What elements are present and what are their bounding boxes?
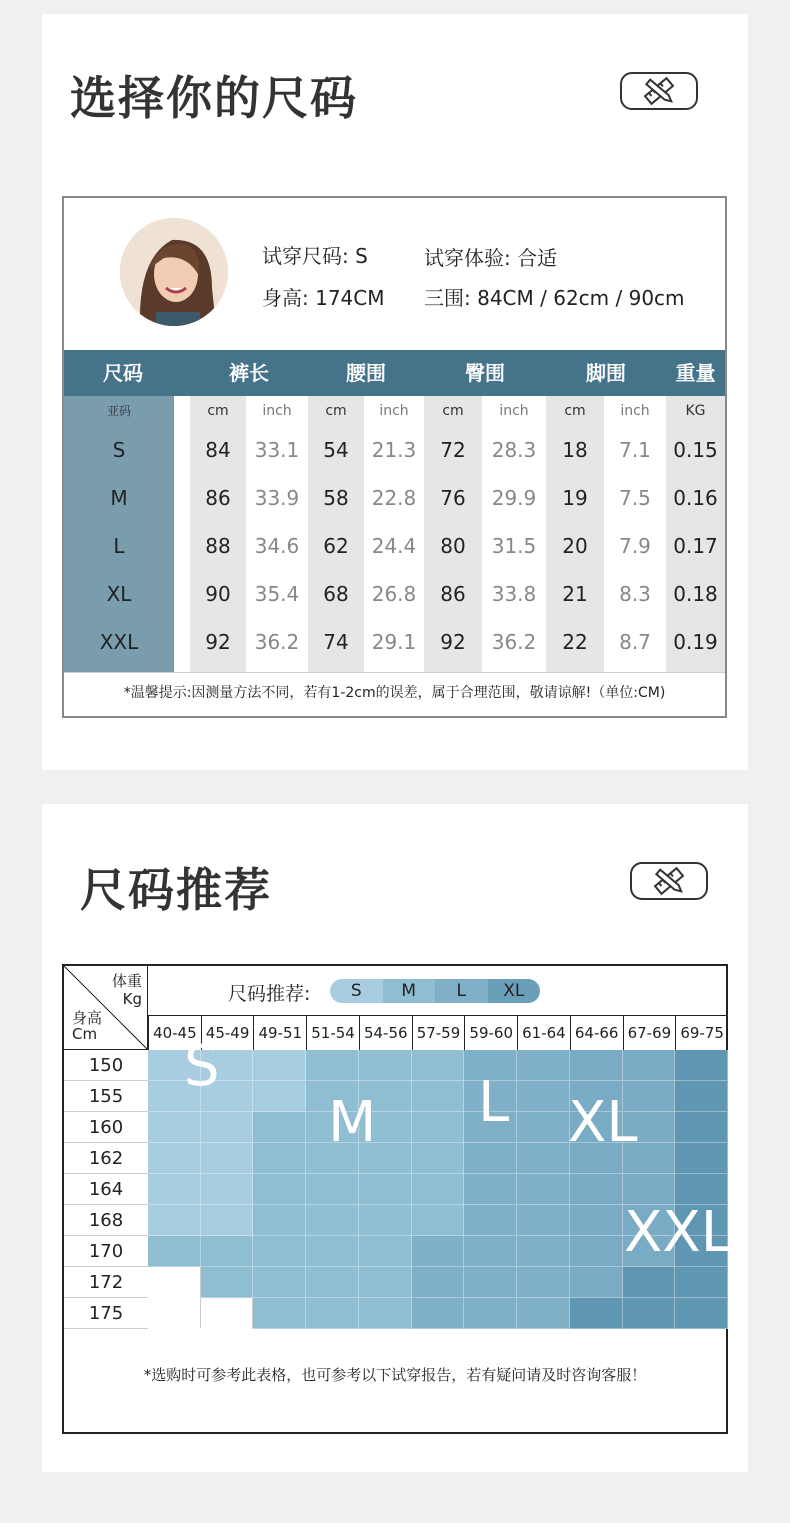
grid-cell [675,1050,728,1081]
grid-cell [253,1081,306,1112]
grid-cell [359,1205,412,1236]
grid-cell [517,1174,570,1205]
grid-cell [306,1236,359,1267]
grid-cell [148,1205,201,1236]
recommend-note: *选购时可参考此表格，也可参考以下试穿报告，若有疑问请及时咨询客服！ [143,1366,647,1384]
weight-range: 57-59 [412,1016,465,1050]
grid-cell [306,1298,359,1329]
height-value: 160 [64,1112,148,1143]
grid-cell [623,1267,676,1298]
grid-cell [412,1081,465,1112]
weight-axis-label: 体重 Kg [111,972,142,1008]
height-value: 164 [64,1174,148,1205]
grid-cell [675,1143,728,1174]
table-cell: 28.3 [491,438,537,462]
tryon-experience: 试穿体验: 合适 [424,246,558,270]
grid-cell [201,1298,254,1329]
grid-cell [570,1236,623,1267]
legend-row [148,966,728,1016]
weight-range: 61-64 [517,1016,570,1050]
grid-cell [570,1298,623,1329]
ruler-pencil-icon [620,72,698,110]
table-cell: 88 [205,534,231,558]
weight-range: 49-51 [253,1016,306,1050]
table-cell: 20 [562,534,588,558]
unit-label: 亚码 [106,404,131,418]
tryon-size: 试穿尺码: S [262,244,368,268]
grid-cell [253,1205,306,1236]
table-cell: 31.5 [491,534,537,558]
corner-header [64,966,148,1050]
height-value: 170 [64,1236,148,1267]
table-cell: 8.7 [619,630,651,654]
table-cell: 62 [323,534,349,558]
weight-range: 40-45 [148,1016,201,1050]
table-header [64,350,725,396]
grid-cell [412,1267,465,1298]
grid-cell [517,1236,570,1267]
grid-cell [464,1205,517,1236]
header-size: 尺码 [103,361,143,385]
height-value: 175 [64,1298,148,1329]
grid-cell [306,1050,359,1081]
grid-cell [517,1267,570,1298]
table-cell: 7.1 [619,438,651,462]
recommend-grid-box [62,964,732,1434]
grid-cell [517,1143,570,1174]
unit-label: cm [207,403,229,419]
table-cell: 18 [562,438,588,462]
table-cell: 0.19 [673,630,718,654]
table-cell: 21 [562,582,588,606]
measurement-note: *温馨提示:因测量方法不同，若有1-2cm的误差，属于合理范围，敬请谅解!（单位:CM) [64,672,725,716]
table-cell: 86 [205,486,231,510]
height-axis-label: 身高 Cm [72,1009,103,1043]
unit-label: inch [620,403,650,419]
grid-cell [253,1143,306,1174]
size-label: XL [106,582,132,606]
size-legend [330,979,540,1003]
grid-cell [412,1236,465,1267]
grid-cell [359,1298,412,1329]
weight-range: 64-66 [570,1016,623,1050]
legend-label: 尺码推荐: [228,983,311,1005]
table-cell: 84 [205,438,231,462]
table-cell: 35.4 [254,582,300,606]
size-zone-label: XXL [624,1200,732,1265]
table-cell: 7.5 [619,486,651,510]
legend-xl: XL [488,979,541,1003]
table-cell: 92 [205,630,231,654]
weight-range: 51-54 [306,1016,359,1050]
grid-cell [517,1050,570,1081]
size-table-box [62,196,727,718]
grid-cell [464,1298,517,1329]
grid-cell [148,1236,201,1267]
legend-l: L [435,979,488,1003]
table-cell: 33.8 [491,582,537,606]
size-zone-label: S [184,1034,220,1099]
grid-cell [464,1236,517,1267]
grid-cell [675,1267,728,1298]
weight-range: 59-60 [464,1016,517,1050]
grid-cell [412,1205,465,1236]
grid-cell [623,1298,676,1329]
grid-cell [201,1112,254,1143]
grid-cell [306,1205,359,1236]
table-cell: 24.4 [371,534,417,558]
size-zone-label: L [478,1070,510,1135]
height-value: 155 [64,1081,148,1112]
grid-cell [675,1081,728,1112]
size-label: XXL [99,630,139,654]
unit-label: cm [442,403,464,419]
table-cell: 22 [562,630,588,654]
model-height: 身高: 174CM [262,286,385,310]
table-cell: 34.6 [254,534,300,558]
grid-cell [623,1050,676,1081]
grid-cell [412,1112,465,1143]
grid-cell [517,1298,570,1329]
grid-cell [253,1298,306,1329]
table-cell: 80 [440,534,466,558]
size-label: M [110,486,128,510]
table-cell: 26.8 [371,582,417,606]
table-cell: 29.9 [491,486,537,510]
model-avatar [120,218,228,326]
unit-label: cm [325,403,347,419]
size-chart-card [42,14,748,770]
unit-label: inch [499,403,529,419]
grid-cell [517,1081,570,1112]
table-cell: 36.2 [254,630,300,654]
grid-cell [306,1267,359,1298]
table-cell: 74 [323,630,349,654]
legend-m: M [383,979,436,1003]
grid-cell [148,1267,201,1298]
legend-s: S [330,979,383,1003]
grid-cell [253,1267,306,1298]
weight-range: 69-75 [675,1016,728,1050]
size-label: L [113,534,125,558]
table-cell: 0.15 [673,438,718,462]
grid-cell [359,1267,412,1298]
size-zone-label: XL [568,1090,638,1155]
size-zone-label: M [328,1090,377,1155]
table-cell: 68 [323,582,349,606]
header-hip: 臀围 [465,361,505,385]
table-cell: 29.1 [371,630,417,654]
table-cell: 72 [440,438,466,462]
grid-cell [412,1174,465,1205]
grid-cell [464,1267,517,1298]
grid-cell [359,1050,412,1081]
grid-cell [359,1174,412,1205]
grid-cell [464,1143,517,1174]
grid-cell [570,1050,623,1081]
grid-cell [675,1112,728,1143]
size-label: S [112,438,126,462]
ruler-pencil-icon [630,862,708,900]
header-ankle: 脚围 [586,361,626,385]
weight-range: 45-49 [201,1016,254,1050]
grid-cell [306,1174,359,1205]
weight-range: 67-69 [623,1016,676,1050]
grid-cell [517,1112,570,1143]
table-cell: 86 [440,582,466,606]
grid-cell [148,1112,201,1143]
grid-cell [570,1174,623,1205]
header-length: 裤长 [229,361,269,385]
height-value: 168 [64,1205,148,1236]
grid-cell [570,1205,623,1236]
table-cell: 54 [323,438,349,462]
grid-cell [517,1205,570,1236]
unit-row [64,396,725,426]
grid-cell [201,1236,254,1267]
unit-label: cm [564,403,586,419]
grid-cell [253,1112,306,1143]
table-cell: 0.18 [673,582,718,606]
grid-cell [201,1174,254,1205]
table-cell: 19 [562,486,588,510]
table-cell: 92 [440,630,466,654]
height-value: 150 [64,1050,148,1081]
table-cell: 36.2 [491,630,537,654]
grid-cell [253,1174,306,1205]
table-cell: 76 [440,486,466,510]
unit-label: inch [379,403,409,419]
table-cell: 7.9 [619,534,651,558]
grid-cell [464,1174,517,1205]
grid-cell [201,1143,254,1174]
table-cell: 0.17 [673,534,718,558]
table-cell: 22.8 [371,486,417,510]
grid-cell [148,1298,201,1329]
grid-cell [201,1205,254,1236]
table-cell: 33.9 [254,486,300,510]
table-cell: 90 [205,582,231,606]
grid-cell [148,1143,201,1174]
table-cell: 58 [323,486,349,510]
model-measurements: 三围: 84CM / 62cm / 90cm [424,286,685,310]
grid-cell [253,1236,306,1267]
section-title: 尺码推荐 [80,863,272,917]
grid-cell [570,1267,623,1298]
grid-cell [412,1050,465,1081]
table-cell: 8.3 [619,582,651,606]
section-title: 选择你的尺码 [70,71,358,125]
table-cell: 33.1 [254,438,300,462]
header-waist: 腰围 [346,361,386,385]
grid-cell [412,1143,465,1174]
grid-cell [359,1236,412,1267]
header-weight: 重量 [675,361,716,385]
grid-cell [201,1267,254,1298]
size-recommend-card [42,804,748,1472]
grid-cell [412,1298,465,1329]
table-cell: 21.3 [371,438,417,462]
weight-range: 54-56 [359,1016,412,1050]
height-value: 172 [64,1267,148,1298]
height-value: 162 [64,1143,148,1174]
table-cell: 0.16 [673,486,718,510]
grid-cell [675,1298,728,1329]
grid-cell [148,1174,201,1205]
grid-cell [253,1050,306,1081]
unit-label: KG [685,403,706,419]
unit-label: inch [262,403,292,419]
